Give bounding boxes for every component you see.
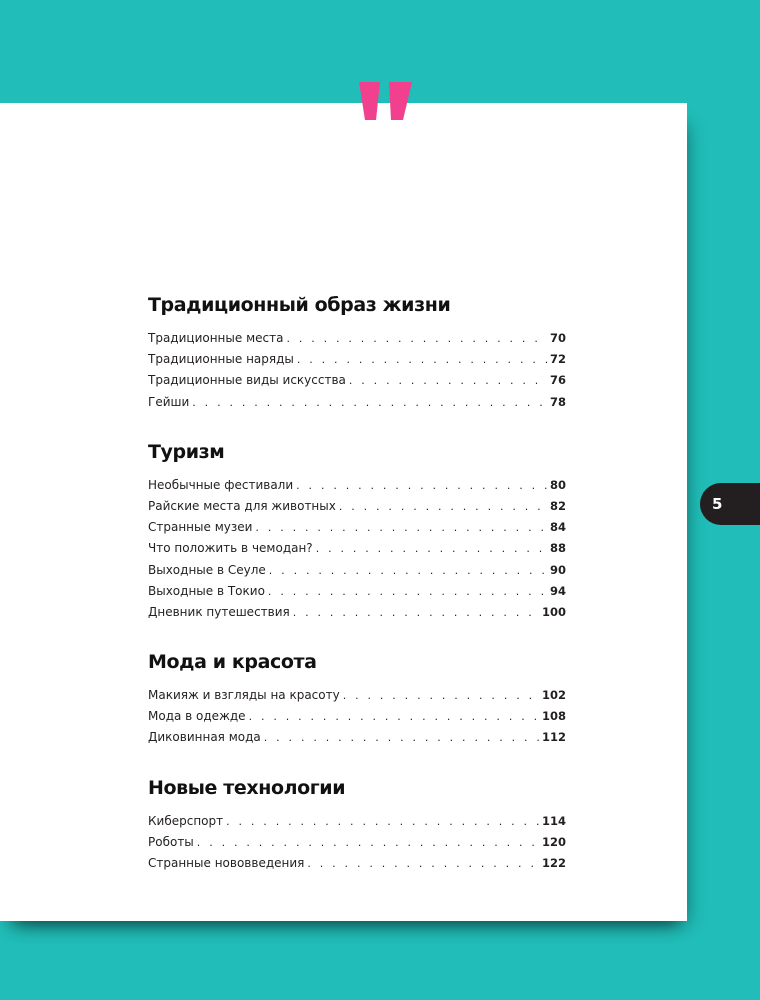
entry-page: 82 [549, 498, 566, 513]
quote-mark-icon [356, 80, 416, 122]
dot-leader [349, 374, 547, 387]
entry-label: Диковинная мода [148, 730, 261, 745]
section-title: Новые технологии [148, 776, 346, 799]
toc-section [148, 290, 566, 416]
toc-entry[interactable] [148, 730, 566, 751]
toc-entry[interactable] [148, 499, 566, 520]
entry-label: Выходные в Сеуле [148, 562, 266, 577]
section-entries [148, 814, 566, 878]
entry-label: Традиционные наряды [148, 352, 294, 367]
entry-page: 112 [541, 730, 566, 745]
page-number-tab [700, 483, 760, 525]
toc-entry[interactable] [148, 856, 566, 877]
section-title: Мода и красота [148, 651, 317, 674]
dot-leader [316, 542, 547, 555]
entry-page: 120 [541, 834, 566, 849]
entry-page: 108 [541, 709, 566, 724]
dot-leader [296, 479, 547, 492]
entry-page: 72 [549, 352, 566, 367]
section-title: Туризм [148, 440, 225, 463]
dot-leader [226, 815, 539, 828]
section-entries [148, 688, 566, 752]
entry-page: 84 [549, 520, 566, 535]
toc-entry[interactable] [148, 478, 566, 499]
entry-page: 78 [549, 394, 566, 409]
entry-page: 80 [549, 477, 566, 492]
toc-entry[interactable] [148, 331, 566, 352]
toc-entry[interactable] [148, 835, 566, 856]
entry-page: 102 [541, 688, 566, 703]
entry-label: Странные нововведения [148, 856, 305, 870]
toc-entry[interactable] [148, 395, 566, 416]
section-entries [148, 478, 566, 626]
entry-page: 100 [541, 604, 566, 619]
dot-leader [293, 606, 539, 619]
toc-entry[interactable] [148, 584, 566, 605]
dot-leader [339, 500, 547, 513]
toc-entry[interactable] [148, 563, 566, 584]
entry-label: Странные музеи [148, 520, 253, 535]
toc-section [148, 773, 566, 878]
entry-label: Что положить в чемодан? [148, 541, 313, 556]
toc-entry[interactable] [148, 814, 566, 835]
dot-leader [192, 396, 547, 409]
dot-leader [268, 585, 547, 598]
dot-leader [249, 710, 539, 723]
entry-label: Традиционные виды искусства [148, 373, 346, 388]
entry-page: 70 [549, 331, 566, 345]
entry-label: Роботы [148, 834, 194, 849]
dot-leader [255, 521, 547, 534]
entry-label: Гейши [148, 394, 190, 409]
entry-label: Традиционные места [148, 331, 284, 345]
dot-leader [286, 332, 547, 345]
dot-leader [197, 836, 539, 849]
toc-entry[interactable] [148, 709, 566, 730]
entry-label: Мода в одежде [148, 709, 246, 724]
dot-leader [269, 564, 547, 577]
table-of-contents [148, 290, 566, 898]
toc-section [148, 647, 566, 752]
entry-label: Макияж и взгляды на красоту [148, 688, 340, 703]
entry-label: Райские места для животных [148, 498, 336, 513]
toc-entry[interactable] [148, 352, 566, 373]
page-number: 5 [712, 495, 723, 513]
toc-section [148, 437, 566, 626]
toc-entry[interactable] [148, 688, 566, 709]
entry-page: 114 [541, 813, 566, 828]
entry-label: Дневник путешествия [148, 604, 290, 619]
entry-page: 88 [549, 541, 566, 556]
section-entries [148, 331, 566, 416]
entry-label: Необычные фестивали [148, 477, 294, 492]
entry-page: 90 [549, 562, 566, 577]
entry-page: 94 [549, 583, 566, 598]
dot-leader [307, 857, 539, 870]
toc-entry[interactable] [148, 605, 566, 626]
section-title: Традиционный образ жизни [148, 294, 451, 316]
toc-entry[interactable] [148, 520, 566, 541]
dot-leader [343, 689, 539, 702]
dot-leader [264, 731, 539, 744]
toc-entry[interactable] [148, 541, 566, 562]
dot-leader [297, 353, 547, 366]
entry-page: 122 [541, 856, 566, 870]
entry-page: 76 [549, 373, 566, 388]
entry-label: Выходные в Токио [148, 583, 265, 598]
entry-label: Киберспорт [148, 813, 224, 828]
toc-entry[interactable] [148, 373, 566, 394]
